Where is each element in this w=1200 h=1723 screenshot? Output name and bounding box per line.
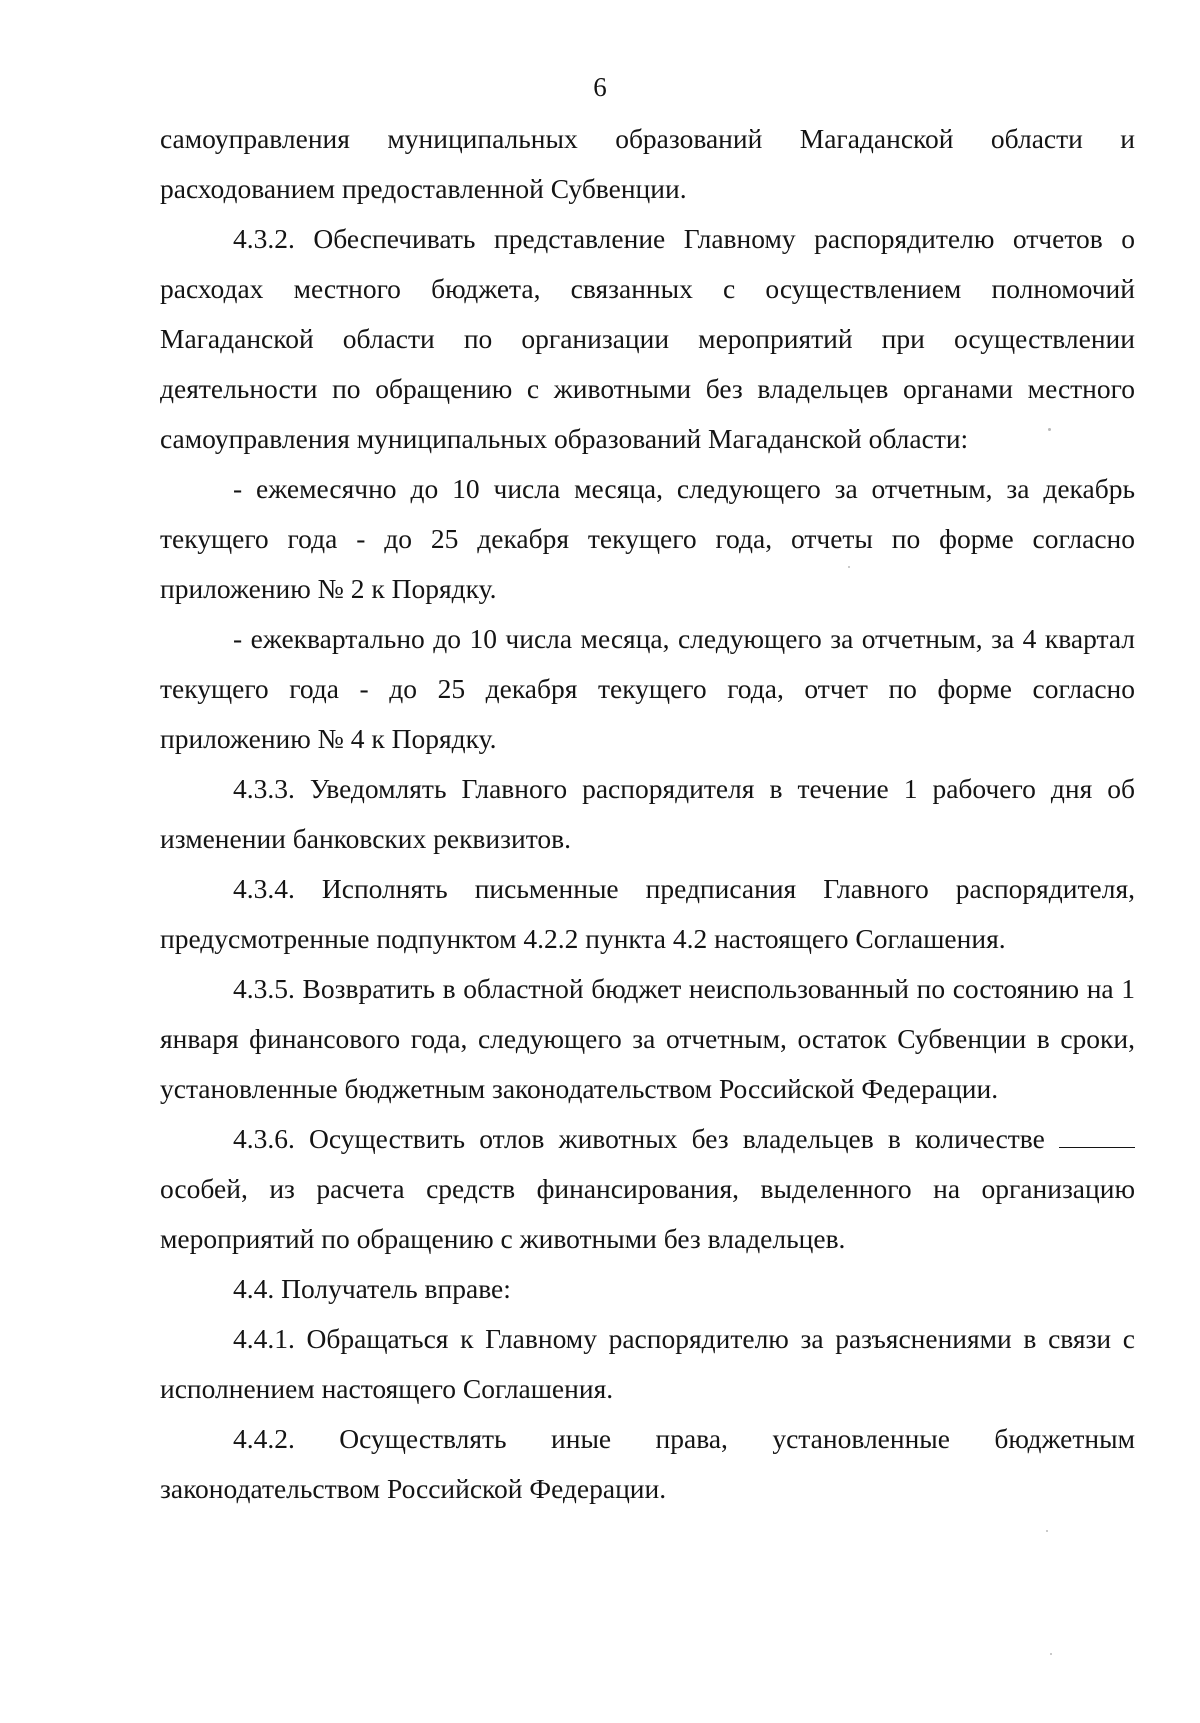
scan-speck [1046, 1530, 1048, 1532]
paragraph-4-3-5: 4.3.5. Возвратить в областной бюджет неиспользованный по состоянию на 1 января финансового года, следующего за отчетным, остаток Субвенции в сроки, установленные бюджетным законодательством Российской Федерации. [160, 973, 1135, 1104]
paragraph-4-4: 4.4. Получатель вправе: [233, 1273, 511, 1304]
scan-speck [1050, 1653, 1052, 1655]
document-body [160, 114, 1135, 1514]
paragraph-4-3-6-tail: особей, из расчета средств финансирования, выделенного на организацию мероприятий по обращению с животными без владельцев. [160, 1173, 1135, 1254]
paragraph-quarterly-reports: - ежеквартально до 10 числа месяца, следующего за отчетным, за 4 квартал текущего года - до 25 декабря текущего года, отчет по форме согласно приложению № 4 к Порядку. [160, 623, 1135, 754]
blank-quantity-field [1059, 1125, 1135, 1148]
paragraph-4-3-2: 4.3.2. Обеспечивать представление Главному распорядителю отчетов о расходах местного бюджета, связанных с осуществлением полномочий Магаданской области по организации мероприятий при осуществлении деятельности по обращению с животными без владельцев органами местного самоуправления муниципальных образований Магаданской области: [160, 223, 1135, 454]
paragraph-4-3-6-lead: 4.3.6. Осуществить отлов животных без владельцев в количестве [233, 1123, 1045, 1154]
paragraph-monthly-reports: - ежемесячно до 10 числа месяца, следующего за отчетным, за декабрь текущего года - до 25 декабря текущего года, отчеты по форме согласно приложению № 2 к Порядку. [160, 473, 1135, 604]
paragraph-4-4-1: 4.4.1. Обращаться к Главному распорядителю за разъяснениями в связи с исполнением настоящего Соглашения. [160, 1323, 1135, 1404]
scan-speck [848, 566, 850, 568]
page-number: 6 [593, 72, 607, 102]
paragraph-4-3-4: 4.3.4. Исполнять письменные предписания Главного распорядителя, предусмотренные подпунктом 4.2.2 пункта 4.2 настоящего Соглашения. [160, 873, 1135, 954]
paragraph-continuation: самоуправления муниципальных образований Магаданской области и расходованием предоставленной Субвенции. [160, 123, 1135, 204]
paragraph-4-3-6 [160, 1114, 1135, 1264]
paragraph-4-3-3: 4.3.3. Уведомлять Главного распорядителя в течение 1 рабочего дня об изменении банковских реквизитов. [160, 773, 1135, 854]
scan-speck [1048, 428, 1051, 431]
paragraph-4-4-2: 4.4.2. Осуществлять иные права, установленные бюджетным законодательством Российской Федерации. [160, 1423, 1135, 1504]
